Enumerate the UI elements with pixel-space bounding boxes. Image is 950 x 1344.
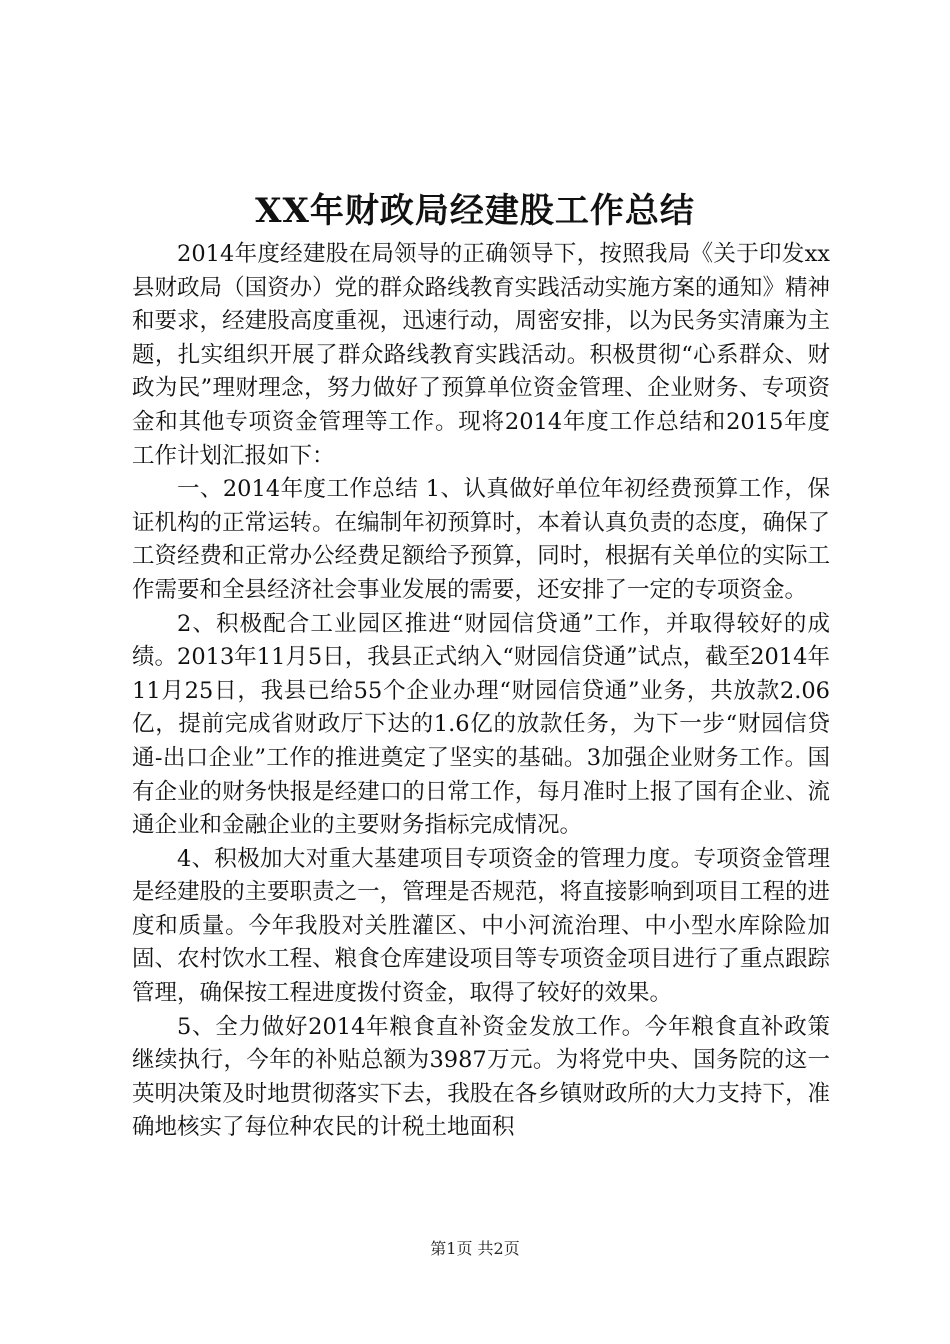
document-body [132, 238, 830, 1145]
paragraph-intro: 2014年度经建股在局领导的正确领导下，按照我局《关于印发xx县财政局（国资办）党的群众路线教育实践活动实施方案的通知》精神和要求，经建股高度重视，迅速行动，周密安排，以为民务实清廉为主题，扎实组织开展了群众路线教育实践活动。积极贯彻“心系群众、财政为民”理财理念，努力做好了预算单位资金管理、企业财务、专项资金和其他专项资金管理等工作。现将2014年度工作总结和2015年度工作计划汇报如下： [132, 241, 830, 469]
paragraph-item-4: 4、积极加大对重大基建项目专项资金的管理力度。专项资金管理是经建股的主要职责之一，管理是否规范，将直接影响到项目工程的进度和质量。今年我股对关胜灌区、中小河流治理、中小型水库除险加固、农村饮水工程、粮食仓库建设项目等专项资金项目进行了重点跟踪管理，确保按工程进度拨付资金，取得了较好的效果。 [132, 845, 830, 1007]
paragraph-item-2: 2、积极配合工业园区推进“财园信贷通”工作，并取得较好的成绩。2013年11月5日，我县正式纳入“财园信贷通”试点，截至2014年11月25日，我县已给55个企业办理“财园信贷通”业务，共放款2.06亿，提前完成省财政厅下达的1.6亿的放款任务，为下一步“财园信贷通-出口企业”工作的推进奠定了坚实的基础。3加强企业财务工作。国有企业的财务快报是经建口的日常工作，每月准时上报了国有企业、流通企业和金融企业的主要财务指标完成情况。 [132, 610, 830, 839]
paragraph-item-5: 5、全力做好2014年粮食直补资金发放工作。今年粮食直补政策继续执行，今年的补贴总额为3987万元。为将党中央、国务院的这一英明决策及时地贯彻落实下去，我股在各乡镇财政所的大力支持下，准确地核实了每位种农民的计税土地面积 [132, 1013, 830, 1141]
paragraph-section-1: 一、2014年度工作总结 1、认真做好单位年初经费预算工作，保证机构的正常运转。在编制年初预算时，本着认真负责的态度，确保了工资经费和正常办公经费足额给予预算，同时，根据有关单位的实际工作需要和全县经济社会事业发展的需要，还安排了一定的专项资金。 [132, 476, 830, 603]
document-title: XX年财政局经建股工作总结 [255, 191, 695, 231]
page-number-footer: 第1页 共2页 [430, 1239, 520, 1258]
